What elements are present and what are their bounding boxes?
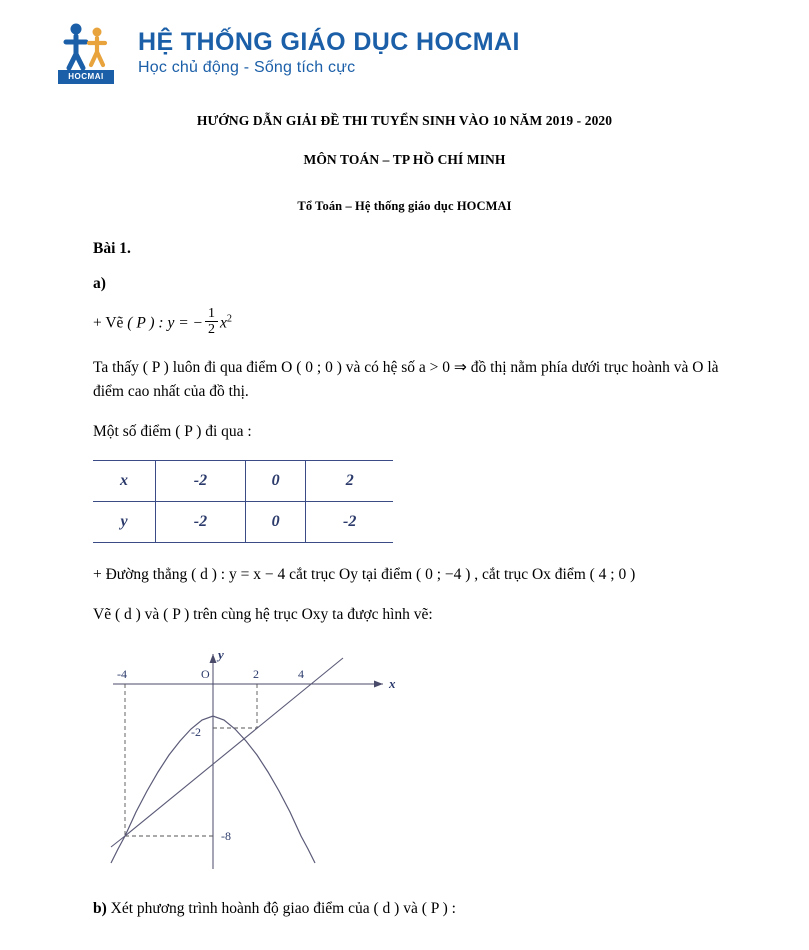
- coordinate-plot: [93, 644, 423, 879]
- paragraph-points: Một số điểm ( P ) đi qua :: [93, 422, 252, 440]
- cell-x-0: -2: [156, 461, 246, 502]
- line-d-tail: [111, 836, 125, 847]
- cell-x-label: x: [93, 461, 156, 502]
- brand-header: [52, 22, 520, 84]
- graph-figure: [93, 644, 423, 879]
- dashed-guides: [125, 684, 257, 836]
- paragraph-draw-both: Vẽ ( d ) và ( P ) trên cùng hệ trục Oxy ta được hình vẽ:: [93, 606, 433, 624]
- brand-slogan: Học chủ động - Sống tích cực: [138, 58, 356, 76]
- paragraph-line-d: + Đường thẳng ( d ) : y = x − 4 cắt trục Oy tại điểm ( 0 ; −4 ) , cắt trục Ox điểm ( 4 ; 0 ): [93, 566, 636, 584]
- document-body: [93, 237, 733, 937]
- doc-title-line2: MÔN TOÁN – TP HỒ CHÍ MINH: [303, 152, 506, 167]
- part-b-paragraph: [93, 897, 733, 920]
- paragraph-observation: Ta thấy ( P ) luôn đi qua điểm O ( 0 ; 0 ) và có hệ số a > 0 ⇒ đồ thị nằm phía dưới trục hoành và O là điểm cao nhất của đồ thị.: [93, 359, 719, 400]
- part-b-label: b): [93, 899, 107, 917]
- logo-figures-icon: [56, 22, 120, 70]
- formula-expr-close: x: [220, 313, 227, 331]
- exercise-heading: Bài 1.: [93, 240, 131, 257]
- tick-label-x--4: -4: [117, 666, 127, 681]
- cell-x-2: 2: [306, 461, 393, 502]
- part-a-label: a): [93, 275, 106, 293]
- fraction-one-half: [205, 307, 218, 339]
- doc-title-line3: Tổ Toán – Hệ thống giáo dục HOCMAI: [297, 199, 512, 213]
- cell-y-label: y: [93, 502, 156, 543]
- cell-x-1: 0: [245, 461, 306, 502]
- part-b-text: Xét phương trình hoành độ giao điểm của ( d ) và ( P ) :: [110, 899, 456, 917]
- y-axis-label: y: [218, 646, 224, 662]
- fraction-denominator: 2: [205, 321, 218, 338]
- values-table: [93, 460, 393, 543]
- tick-label-y--2: -2: [191, 724, 201, 739]
- tick-label-y--8: -8: [221, 828, 231, 843]
- fraction-numerator: 1: [208, 305, 216, 321]
- doc-title-line1: HƯỚNG DẪN GIẢI ĐỀ THI TUYỂN SINH VÀO 10 NĂM 2019 - 2020: [196, 113, 613, 128]
- table-row: [93, 461, 393, 502]
- tick-label-origin: O: [201, 666, 210, 681]
- tick-label-x-4: 4: [298, 666, 304, 681]
- cell-y-1: 0: [245, 502, 306, 543]
- table-row: [93, 502, 393, 543]
- cell-y-0: -2: [156, 502, 246, 543]
- x-axis-arrow: [374, 680, 383, 687]
- formula-prefix: + Vẽ: [93, 313, 128, 331]
- formula-expr-open: ( P ) : y = −: [127, 313, 204, 331]
- hocmai-logo: [52, 22, 124, 84]
- y-axis-arrow: [210, 654, 217, 663]
- parabola-curve: [125, 716, 315, 863]
- brand-name: HỆ THỐNG GIÁO DỤC HOCMAI: [138, 28, 520, 57]
- cell-y-2: -2: [306, 502, 393, 543]
- x-axis-label: x: [389, 675, 396, 691]
- formula-parabola: [93, 305, 733, 340]
- line-d: [125, 658, 343, 836]
- parabola-curve-left-tail: [111, 836, 125, 863]
- formula-exponent: 2: [226, 312, 233, 324]
- logo-badge-text: HOCMAI: [58, 70, 114, 84]
- brand-text-block: [138, 29, 520, 76]
- tick-label-x-2: 2: [253, 666, 259, 681]
